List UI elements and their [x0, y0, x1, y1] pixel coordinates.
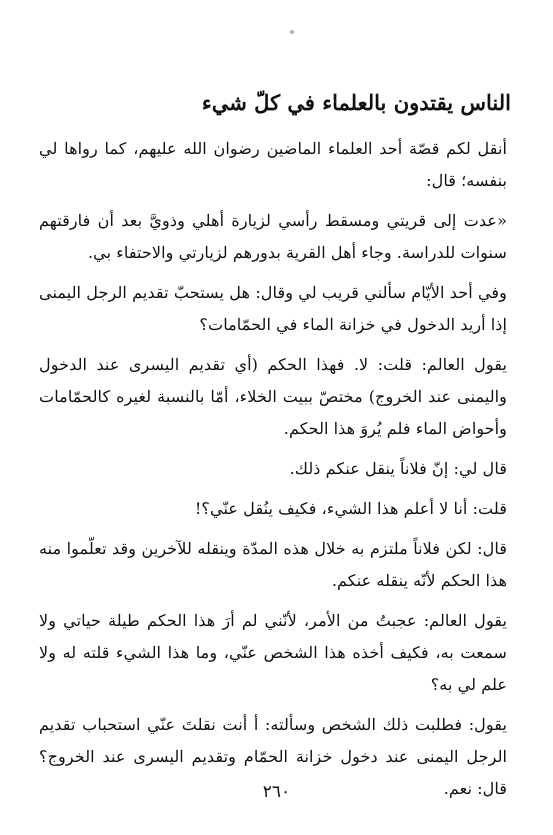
page-number: ٢٦٠ — [262, 782, 291, 802]
paragraph-scholar-answer: يقول العالم: قلت: لا. فهذا الحكم (أي تقديم اليسرى عند الدخول واليمنى عند الخروج) مختصّ ببيت الخلاء، أمّا بالنسبة لغيره كالحمّامات وأحواض الماء فلم يُروَ هذا الحكم. — [39, 355, 507, 438]
paragraph-denial: قلت: أنا لا أعلم هذا الشيء، فكيف ينُقل عنّي؟! — [194, 499, 507, 518]
paragraph-attribution: قال لي: إنّ فلاناً ينقل عنكم ذلك. — [289, 459, 507, 478]
paragraph-relative-question: وفي أحد الأيّام سألني قريب لي وقال: هل يستحبّ تقديم الرجل اليمنى إذا أريد الدخول في خزانة الماء في الحمّامات؟ — [39, 283, 507, 334]
paragraph-return-to-village: «عدت إلى قريتي ومسقط رأسي لزيارة أهلي وذويَّ بعد أن فارقتهم سنوات للدراسة. وجاء أهل القرية بدورهم لزيارتي والاحتفاء بي. — [39, 211, 507, 262]
body-text — [39, 133, 507, 813]
top-dot-mark — [290, 30, 294, 34]
paragraph-intro: أنقل لكم قصّة أحد العلماء الماضين رضوان الله عليهم، كما رواها لي بنفسه؛ قال: — [39, 139, 507, 190]
paragraph-surprise: يقول العالم: عجبتُ من الأمر، لأنّني لم أرَ هذا الحكم طيلة حياتي ولا سمعت به، فكيف أخذه هذا الشخص عنّي، وما هذا الشيء قلته له ولا علم لي به؟ — [39, 611, 507, 694]
section-heading: الناس يقتدون بالعلماء في كلّ شيء — [201, 90, 511, 115]
paragraph-committed-person: قال: لكن فلاناً ملتزم به خلال هذه المدّة وينقله للآخرين وقد تعلّموا منه هذا الحكم لأنّه ينقله عنكم. — [39, 539, 507, 590]
paragraph-inquiry: يقول: فطلبت ذلك الشخص وسألته: أ أنت نقلتَ عنّي استحباب تقديم الرجل اليمنى عند دخول خزانة الحمّام وتقديم اليسرى عند الخروج؟ قال: نعم. — [39, 715, 507, 798]
